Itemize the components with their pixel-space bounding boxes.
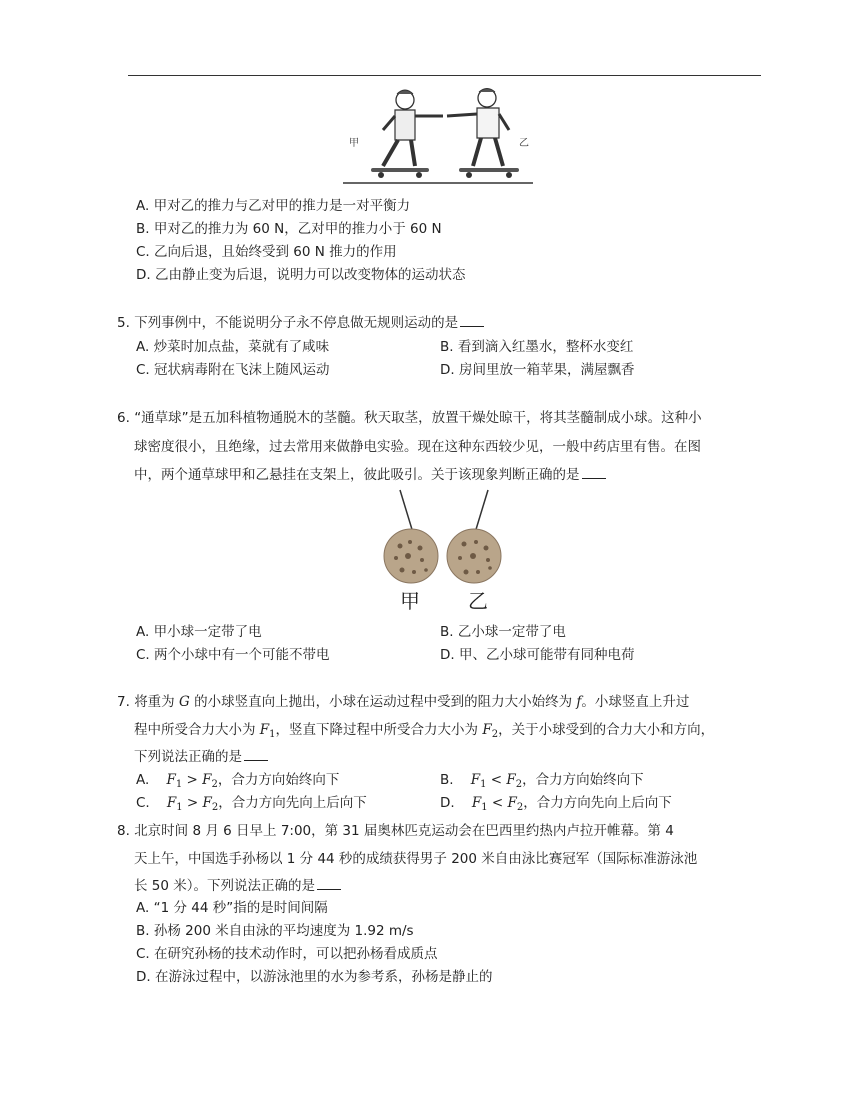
- q7-stem-line2: 程中所受合力大小为 $F_1$，竖直下降过程中所受合力大小为 $F_2$，关于小球受到的合力大小和方向，: [134, 722, 715, 740]
- fig1-label-yi: 乙: [519, 138, 529, 149]
- q4-option-a[interactable]: A. 甲对乙的推力与乙对甲的推力是一对平衡力: [136, 198, 411, 214]
- q5-stem: 5. 下列事例中，不能说明分子永不停息做无规则运动的是: [117, 313, 484, 333]
- q5-option-d[interactable]: D. 房间里放一箱苹果，满屋飘香: [440, 362, 635, 378]
- q6-stem-line2: 球密度很小，且绝缘，过去常用来做静电实验。现在这种东西较少见，一般中药店里有售。在图: [134, 439, 701, 455]
- skateboard-push-figure: [343, 84, 533, 188]
- q4-option-d[interactable]: D. 乙由静止变为后退，说明力可以改变物体的运动状态: [136, 267, 466, 283]
- q7-option-a[interactable]: A. $F_1 > F_2$，合力方向始终向下: [136, 772, 340, 790]
- q8-stem-line1: 8. 北京时间 8 月 6 日早上 7:00，第 31 届奥林匹克运动会在巴西里约热内卢拉开帷幕。第 4: [117, 823, 674, 839]
- q6-stem-line1: 6. “通草球”是五加科植物通脱木的茎髓。秋天取茎，放置干燥处晾干，将其茎髓制成小球。这种小: [117, 410, 702, 426]
- q8-option-d[interactable]: D. 在游泳过程中，以游泳池里的水为参考系，孙杨是静止的: [136, 969, 493, 985]
- fig-label-jia: 甲: [400, 589, 420, 613]
- header-rule: [128, 75, 761, 76]
- q8-stem-line3: 长 50 米）。下列说法正确的是: [134, 876, 341, 896]
- q6-option-b[interactable]: B. 乙小球一定带了电: [440, 624, 566, 640]
- q5-option-a[interactable]: A. 炒菜时加点盐，菜就有了咸味: [136, 339, 330, 355]
- q7-option-b[interactable]: B. $F_1 < F_2$，合力方向始终向下: [440, 772, 644, 790]
- q7-stem-line3: 下列说法正确的是: [134, 747, 268, 767]
- q6-option-c[interactable]: C. 两个小球中有一个可能不带电: [136, 647, 330, 663]
- q7-option-c[interactable]: C. $F_1 > F_2$，合力方向先向上后向下: [136, 795, 367, 813]
- q6-option-d[interactable]: D. 甲、乙小球可能带有同种电荷: [440, 647, 635, 663]
- q8-option-c[interactable]: C. 在研究孙杨的技术动作时，可以把孙杨看成质点: [136, 946, 438, 962]
- q6-stem-line3: 中，两个通草球甲和乙悬挂在支架上，彼此吸引。关于该现象判断正确的是: [134, 465, 606, 485]
- q8-stem-line2: 天上午，中国选手孙杨以 1 分 44 秒的成绩获得男子 200 米自由泳比赛冠军（国际标准游泳池: [134, 851, 698, 867]
- q4-option-b[interactable]: B. 甲对乙的推力为 60 N，乙对甲的推力小于 60 N: [136, 221, 442, 237]
- pith-balls-figure: [378, 488, 508, 616]
- fig-label-yi: 乙: [468, 589, 488, 613]
- q8-option-a[interactable]: A. “1 分 44 秒”指的是时间间隔: [136, 900, 328, 916]
- q4-option-c[interactable]: C. 乙向后退，且始终受到 60 N 推力的作用: [136, 244, 397, 260]
- q5-option-b[interactable]: B. 看到滴入红墨水，整杯水变红: [440, 339, 634, 355]
- q8-option-b[interactable]: B. 孙杨 200 米自由泳的平均速度为 1.92 m/s: [136, 923, 414, 939]
- q6-option-a[interactable]: A. 甲小球一定带了电: [136, 624, 262, 640]
- q5-option-c[interactable]: C. 冠状病毒附在飞沫上随风运动: [136, 362, 330, 378]
- q7-stem-line1: 7. 将重为 G 的小球竖直向上抛出，小球在运动过程中受到的阻力大小始终为 f。小球竖直上升过: [117, 694, 690, 710]
- fig1-label-jia: 甲: [349, 138, 359, 149]
- q7-option-d[interactable]: D. $F_1 < F_2$，合力方向先向上后向下: [440, 795, 672, 813]
